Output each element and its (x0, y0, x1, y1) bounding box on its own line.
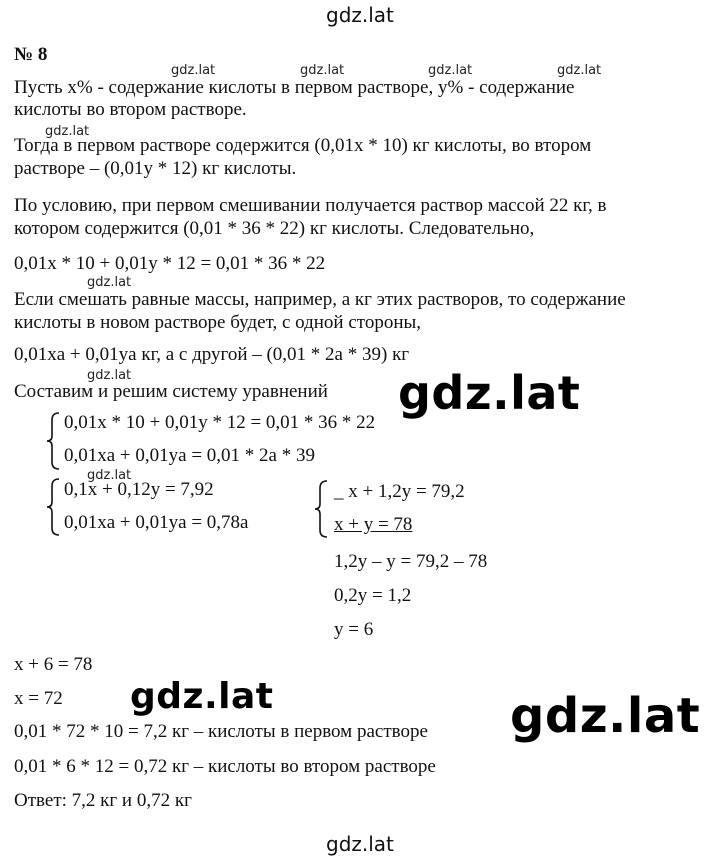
system-equation: 0,01xa + 0,01ya = 0,78a (64, 512, 249, 533)
system-brace (314, 480, 328, 538)
paragraph-line: Составим и решим систему уравнений (14, 381, 328, 402)
system-equation: 0,01x * 10 + 0,01y * 12 = 0,01 * 36 * 22 (64, 412, 376, 433)
problem-number: № 8 (14, 44, 48, 65)
watermark-bottom: gdz.lat (326, 832, 394, 856)
paragraph-line: кислоты в новом растворе будет, с одной стороны, (14, 312, 421, 333)
system-equation: _ x + 1,2y = 79,2 (334, 481, 465, 502)
watermark-small: gdz.lat (45, 124, 90, 139)
equation: 0,01x * 10 + 0,01y * 12 = 0,01 * 36 * 22 (14, 253, 326, 274)
watermark-small: gdz.lat (87, 368, 132, 383)
watermark-small: gdz.lat (300, 63, 345, 78)
paragraph-line: Тогда в первом растворе содержится (0,01x * 10) кг кислоты, во втором (14, 135, 592, 156)
paragraph-line: Пусть x% - содержание кислоты в первом растворе, y% - содержание (14, 77, 575, 98)
solution-step: 0,2y = 1,2 (334, 585, 412, 606)
solution-step: x + 6 = 78 (14, 654, 93, 675)
watermark-large: gdz.lat (130, 676, 274, 717)
system-equation: 0,1x + 0,12y = 7,92 (64, 479, 214, 500)
solution-step: x = 72 (14, 688, 63, 709)
solution-step: 0,01 * 72 * 10 = 7,2 кг – кислоты в первом растворе (14, 721, 428, 742)
answer: Ответ: 7,2 кг и 0,72 кг (14, 790, 192, 811)
watermark-small: gdz.lat (87, 275, 132, 290)
watermark-small: gdz.lat (428, 63, 473, 78)
paragraph-line: Если смешать равные массы, например, а кг этих растворов, то содержание (14, 289, 626, 310)
system-brace (46, 412, 60, 470)
paragraph-line: растворе – (0,01y * 12) кг кислоты. (14, 158, 297, 179)
system-equation: 0,01xa + 0,01ya = 0,01 * 2a * 39 (64, 445, 315, 466)
watermark-large: gdz.lat (398, 366, 581, 420)
paragraph-line: 0,01xa + 0,01ya кг, а с другой – (0,01 * 2a * 39) кг (14, 344, 410, 365)
paragraph-line: По условию, при первом смешивании получается раствор массой 22 кг, в (14, 195, 607, 216)
paragraph-line: котором содержится (0,01 * 36 * 22) кг кислоты. Следовательно, (14, 218, 535, 239)
solution-step: 1,2y – y = 79,2 – 78 (334, 551, 488, 572)
solution-step: 0,01 * 6 * 12 = 0,72 кг – кислоты во втором растворе (14, 756, 436, 777)
watermark-small: gdz.lat (557, 63, 602, 78)
solution-step: y = 6 (334, 619, 374, 640)
system-equation: x + y = 78 (334, 514, 413, 535)
paragraph-line: кислоты во втором растворе. (14, 99, 247, 120)
system-brace (46, 478, 60, 536)
watermark-small: gdz.lat (171, 63, 216, 78)
watermark-top: gdz.lat (326, 3, 394, 27)
watermark-large: gdz.lat (510, 688, 701, 744)
watermark-small: gdz.lat (87, 468, 132, 483)
